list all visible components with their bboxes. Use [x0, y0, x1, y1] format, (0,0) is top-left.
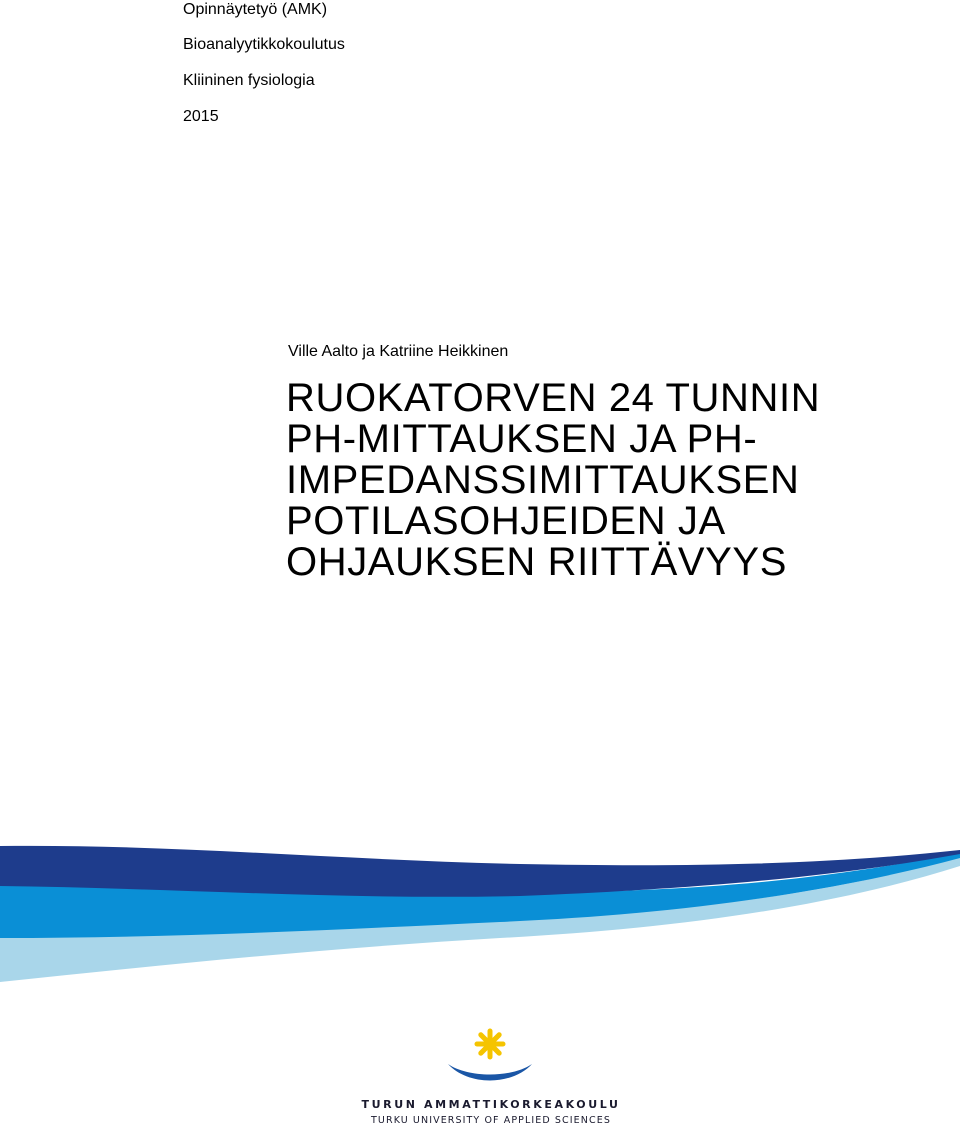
university-logo — [360, 1026, 630, 1127]
title-line: OHJAUKSEN RIITTÄVYYS — [286, 540, 787, 584]
decorative-waves — [0, 820, 960, 1010]
specialization-name: Kliininen fysiologia — [183, 72, 315, 89]
logo-subtitle: TURKU UNIVERSITY OF APPLIED SCIENCES — [371, 1115, 611, 1126]
sun-icon — [477, 1031, 503, 1057]
logo-name: TURUN AMMATTIKORKEAKOULU — [361, 1098, 621, 1111]
thesis-type: Opinnäytetyö (AMK) — [183, 1, 328, 18]
sun-over-wave-logo-icon — [440, 1026, 540, 1096]
title-line: POTILASOHJEIDEN JA — [286, 499, 726, 543]
programme-name: Bioanalyytikkokoulutus — [183, 36, 345, 53]
title-line: IMPEDANSSIMITTAUKSEN — [286, 458, 800, 502]
wave-arc-icon — [448, 1064, 532, 1081]
publication-year: 2015 — [183, 108, 219, 125]
title-line: RUOKATORVEN 24 TUNNIN — [286, 376, 821, 420]
title-line: PH-MITTAUKSEN JA PH- — [286, 417, 758, 461]
author-names: Ville Aalto ja Katriine Heikkinen — [288, 343, 509, 360]
thesis-title — [286, 378, 936, 583]
